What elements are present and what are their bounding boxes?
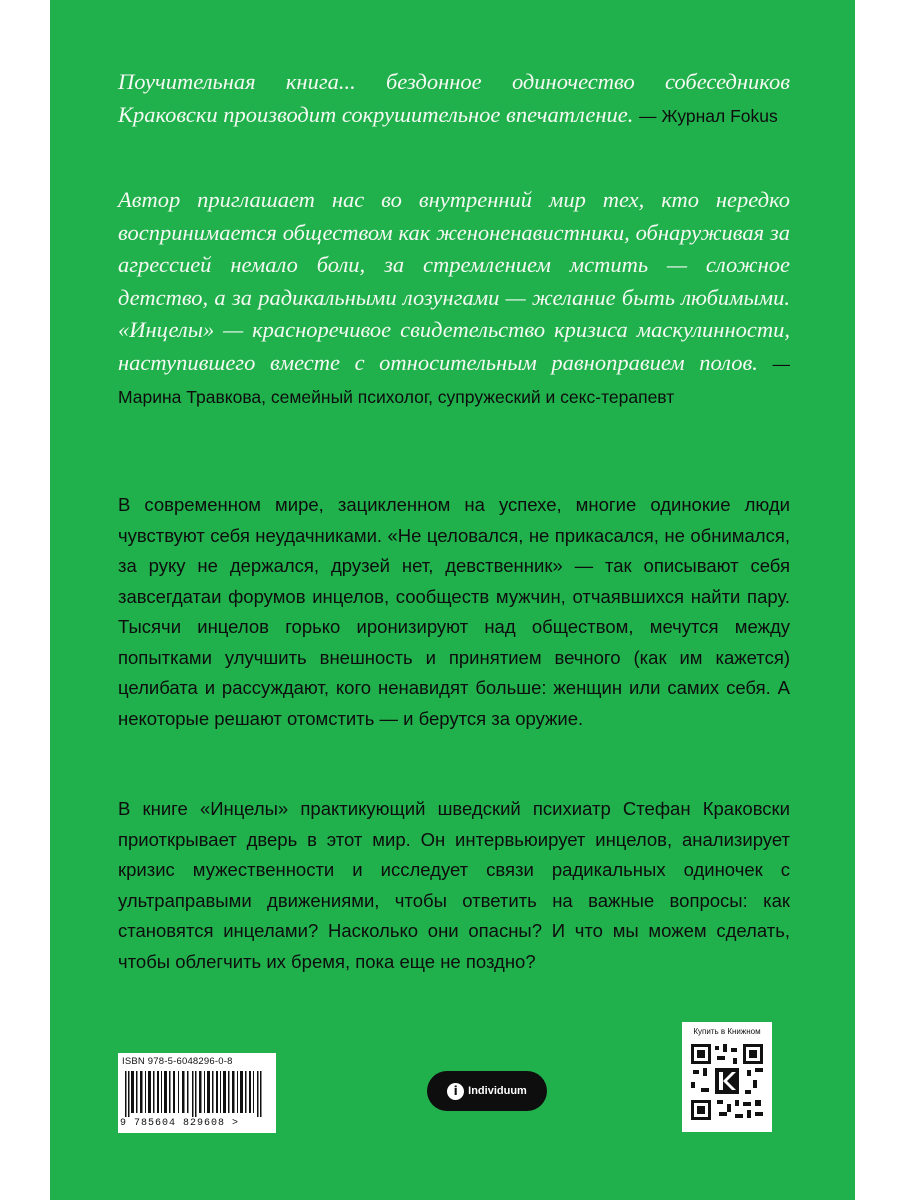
isbn-barcode — [118, 1053, 276, 1133]
qr-label: Купить в Книжном — [693, 1027, 761, 1036]
publisher-logo — [427, 1071, 547, 1111]
barcode-icon — [122, 1071, 272, 1117]
quote-text: Поучительная книга... бездонное одиночество собеседников Краковски производит сокрушительное впечатление. — [118, 69, 790, 127]
isbn-number: ISBN 978-5-6048296-0-8 — [122, 1056, 233, 1067]
description-paragraph-2: В книге «Инцелы» практикующий шведский психиатр Стефан Краковски приоткрывает дверь в этот мир. Он интервьюирует инцелов, анализирует кризис мужественности и исследует связи радикальных одиночек с ультраправыми движениями, чтобы ответить на важные вопросы: как становятся инцелами? Насколько они опасны? И что мы можем сделать, чтобы облегчить их бремя, пока еще не поздно? — [118, 798, 790, 972]
press-quote-fokus — [118, 66, 790, 132]
press-quote-travkova — [118, 184, 790, 414]
quote-attribution: — Журнал Fokus — [639, 105, 778, 126]
qr-code-icon — [691, 1044, 763, 1120]
quote-text: Автор приглашает нас во внутренний мир тех, кто нередко воспринимается обществом как женоненавистники, обнаруживая за агрессией немало боли, за стремлением мстить — сложное детство, а за радикальными лозунгами — желание быть любимыми. «Инцелы» — красноречивое свидетельство кризиса маскулинности, наступившего вместе с относительным равноправием полов. — [118, 187, 790, 375]
quote-attribution: — Марина Травкова, семейный психолог, супружеский и секс-терапевт — [118, 353, 790, 407]
qr-code-block — [682, 1022, 772, 1132]
barcode-digits: 9 785604 829608 > — [120, 1118, 240, 1129]
publisher-name: Individuum — [468, 1085, 527, 1097]
description-paragraph-1: В современном мире, зацикленном на успехе, многие одинокие люди чувствуют себя неудачниками. «Не целовался, не прикасался, не обнимался, за руку не держался, друзей нет, девственник» — так описывают себя завсегдатаи форумов инцелов, сообществ мужчин, отчаявшихся найти пару. Тысячи инцелов горько иронизируют над обществом, мечутся между попытками улучшить внешность и принятием вечного (как им кажется) целибата и рассуждают, кого ненавидят больше: женщин или самих себя. А некоторые решают отомстить — и берутся за оружие. — [118, 494, 790, 729]
publisher-icon: i — [447, 1083, 464, 1100]
